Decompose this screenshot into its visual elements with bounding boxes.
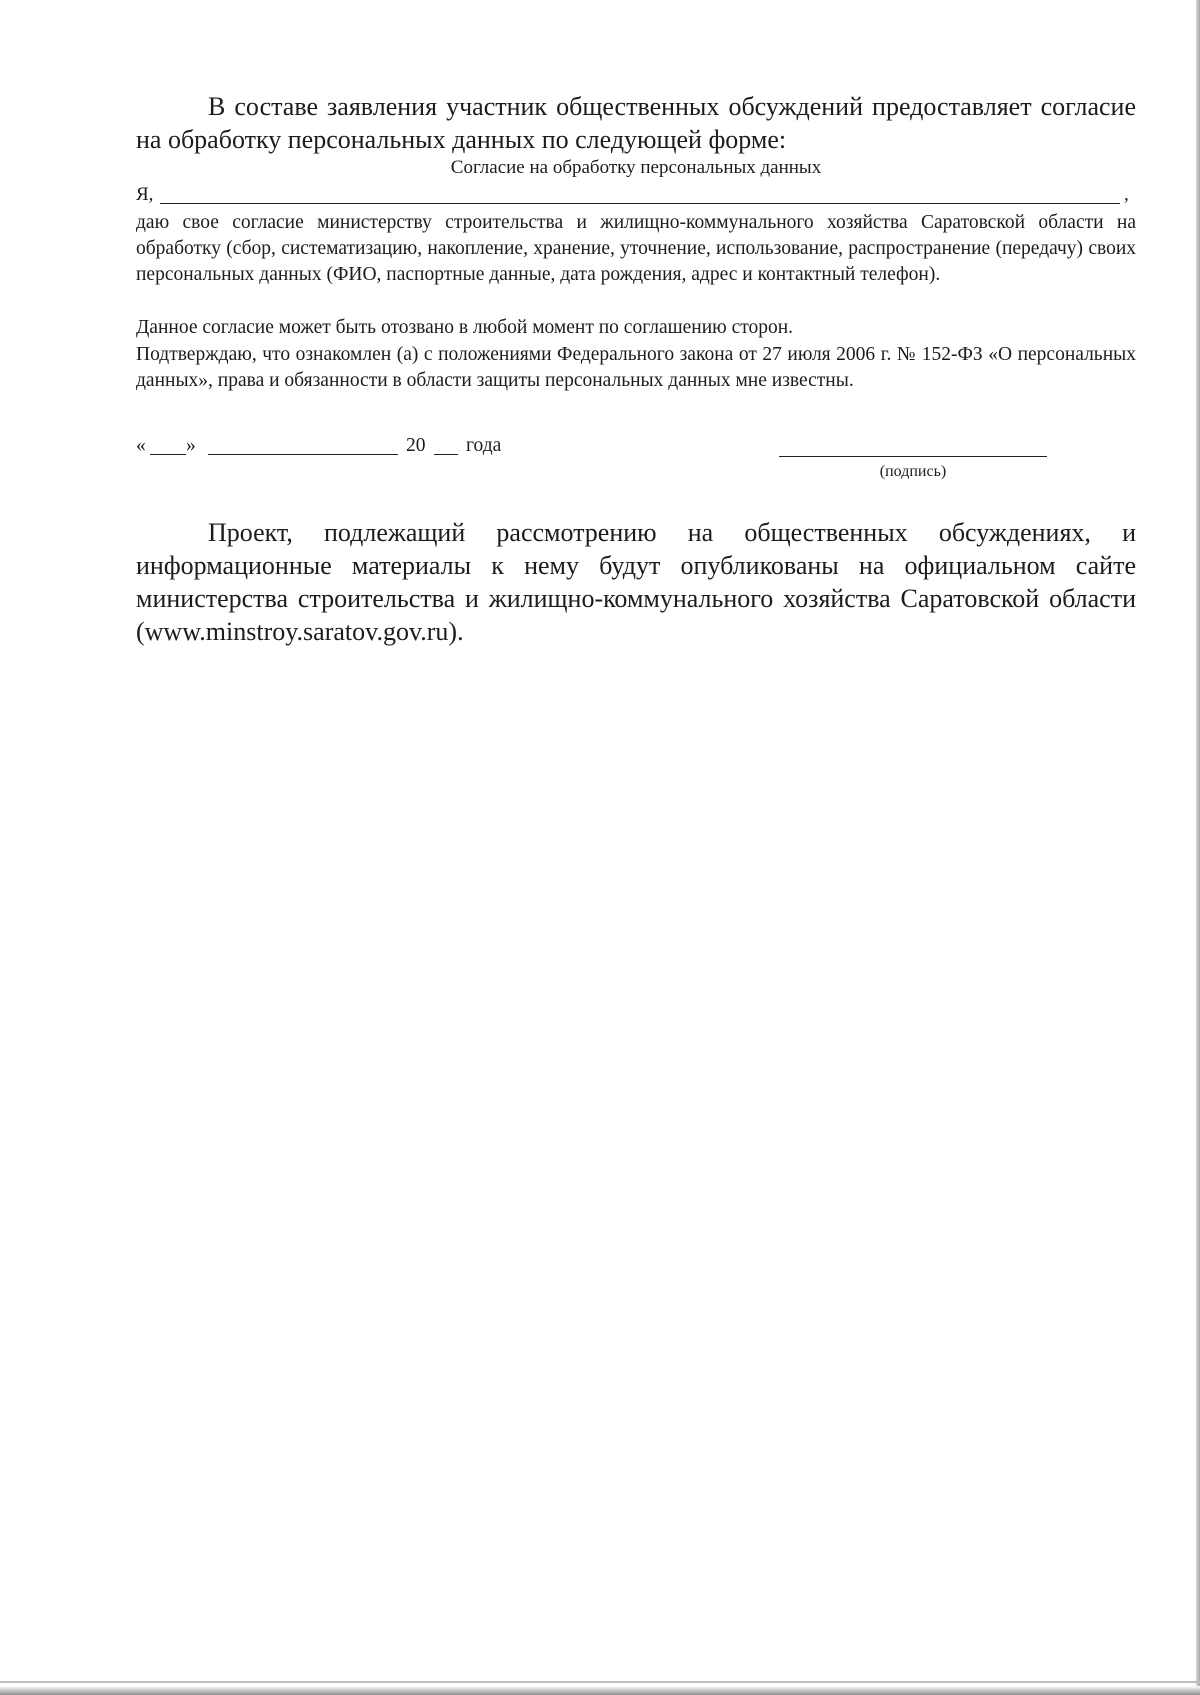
consent-form-title: Согласие на обработку персональных данных (450, 157, 822, 178)
scan-edge-right (1196, 0, 1200, 1695)
project-text: Проект, подлежащий рассмотрению на общественных обсуждениях, и информационные материалы к нему будут опубликованы на официальном сайте министерства строительства и жилищно-коммунального хозяйства Саратовской области (www.minstroy.saratov.gov.ru). (136, 518, 1136, 646)
year-word: года (466, 435, 502, 456)
year-blank (434, 454, 458, 455)
intro-text: В составе заявления участник общественных обсуждений предоставляет согласие на обработку персональных данных по следующей форме: (136, 92, 1136, 154)
month-blank (208, 454, 398, 455)
year-prefix: 20 (406, 435, 426, 456)
signature-caption: (подпись) (879, 463, 947, 480)
name-blank (160, 203, 1120, 204)
consent-body: даю свое согласие министерству строительства и жилищно-коммунального хозяйства Саратовской области на обработку (сбор, систематизацию, накопление, хранение, уточнение, использование, распространение (передачу) своих персональных данных (ФИО, паспортные данные, дата рождения, адрес и контактный телефон). (136, 212, 1136, 285)
name-field-suffix: , (1124, 184, 1129, 205)
scan-edge-bottom-line (0, 1681, 1200, 1683)
project-paragraph (136, 516, 1136, 648)
signature-line (779, 456, 1047, 457)
scan-edge-bottom (0, 1686, 1200, 1695)
date-quote-open: « (136, 435, 146, 456)
day-blank (150, 454, 186, 455)
name-field-prefix: Я, (136, 184, 154, 205)
date-quote-close: » (186, 435, 196, 456)
consent-revoke-note: Данное согласие может быть отозвано в любой момент по соглашению сторон. (136, 317, 794, 338)
intro-paragraph (136, 90, 1136, 156)
consent-confirm-text: Подтверждаю, что ознакомлен (а) с положениями Федерального закона от 27 июля 2006 г. № 152-ФЗ «О персональных данных», права и обязанности в области защиты персональных данных мне известны. (136, 344, 1136, 391)
name-field-line (136, 183, 1136, 207)
